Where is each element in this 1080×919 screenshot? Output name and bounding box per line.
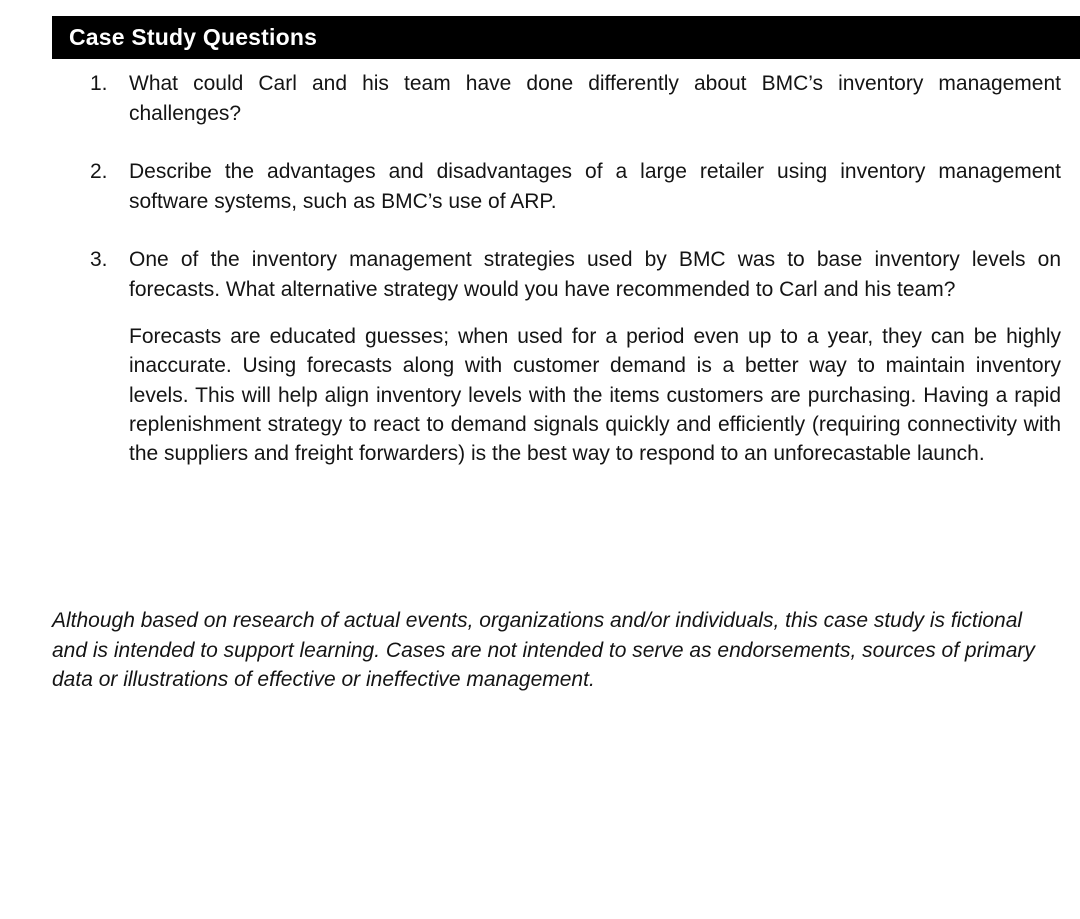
question-item: [86, 69, 1061, 128]
section-header: [52, 16, 1080, 59]
question-item: [86, 245, 1061, 468]
question-number: 3.: [90, 248, 108, 271]
question-text: One of the inventory management strategies used by BMC was to base inventory levels on forecasts. What alternative strategy would you have recommended to Carl and his team?: [129, 248, 1061, 301]
question-text: What could Carl and his team have done differently about BMC’s inventory management challenges?: [129, 72, 1061, 125]
question-list: [86, 69, 1061, 468]
answer-paragraph: Forecasts are educated guesses; when used for a period even up to a year, they can be highly inaccurate. Using forecasts along with customer demand is a better way to maintain inventory levels. This will help align inventory levels with the items customers are purchasing. Having a rapid replenishment strategy to react to demand signals quickly and efficiently (requiring connectivity with the suppliers and freight forwarders) is the best way to respond to an unforecastable launch.: [129, 325, 1061, 466]
question-number: 2.: [90, 160, 108, 183]
question-text: Describe the advantages and disadvantages of a large retailer using inventory management software systems, such as BMC’s use of ARP.: [129, 160, 1061, 213]
disclaimer-text: Although based on research of actual events, organizations and/or individuals, this case study is fictional and is intended to support learning. Cases are not intended to serve as endorsements, sources of primary data or illustrations of effective or ineffective management.: [52, 609, 1035, 691]
section-title: Case Study Questions: [69, 24, 318, 50]
question-number: 1.: [90, 72, 108, 95]
question-item: [86, 157, 1061, 216]
